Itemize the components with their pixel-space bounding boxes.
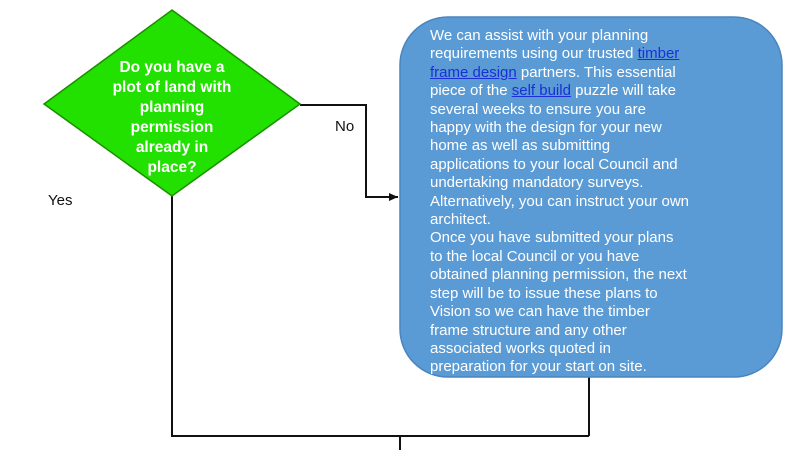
decision-question: [92, 58, 252, 178]
process-text-line: [430, 248, 780, 266]
process-text-line: [430, 45, 780, 63]
process-text-segment: partners. This essential: [516, 63, 676, 81]
process-text-line: [430, 64, 780, 82]
decision-line: permission: [130, 119, 214, 136]
yes-connector: [172, 196, 400, 450]
process-text-line: [430, 229, 780, 247]
process-text-segment: home as well as submitting: [430, 137, 611, 155]
process-text-line: [430, 358, 780, 376]
process-text-line: [430, 174, 780, 192]
process-text-segment: several weeks to ensure you are: [430, 100, 646, 118]
process-text-segment: We can assist with your planning: [430, 27, 649, 44]
inline-link[interactable]: self build: [511, 82, 571, 100]
process-text-segment: happy with the design for your new: [430, 119, 662, 137]
process-text-segment: preparation for your start on site.: [430, 358, 647, 376]
inline-link[interactable]: frame design: [430, 63, 517, 81]
process-text-segment: architect.: [430, 211, 491, 229]
process-text-line: [430, 266, 780, 284]
process-text-segment: associated works quoted in: [430, 339, 611, 357]
decision-line: planning: [139, 99, 205, 116]
process-text-line: [430, 340, 780, 358]
process-text-line: [430, 193, 780, 211]
yes-label: Yes: [48, 192, 73, 209]
process-text-line: [430, 119, 780, 137]
decision-line: Do you have a: [119, 59, 225, 76]
process-text-segment: frame structure and any other: [430, 321, 627, 339]
process-text-segment: Once you have submitted your plans: [430, 229, 674, 247]
process-text-segment: applications to your local Council and: [430, 155, 678, 173]
process-text-segment: puzzle will take: [570, 82, 676, 100]
process-text-line: [430, 137, 780, 155]
decision-line: plot of land with: [112, 79, 232, 96]
process-text-line: [430, 211, 780, 229]
process-description: [430, 27, 780, 377]
process-text-line: [430, 101, 780, 119]
process-text-segment: undertaking mandatory surveys.: [430, 174, 644, 192]
process-text-segment: step will be to issue these plans to: [430, 284, 658, 302]
process-text-segment: obtained planning permission, the next: [430, 266, 687, 284]
decision-line: place?: [147, 159, 197, 176]
decision-line: already in: [135, 139, 209, 156]
process-text-line: [430, 82, 780, 100]
process-text-segment: piece of the: [430, 82, 512, 100]
process-text-segment: Alternatively, you can instruct your own: [430, 192, 690, 210]
process-text-line: [430, 285, 780, 303]
process-text-segment: to the local Council or you have: [430, 247, 640, 265]
process-text-line: [430, 156, 780, 174]
process-text-line: [430, 27, 780, 45]
inline-link[interactable]: timber: [637, 45, 680, 63]
process-text-segment: Vision so we can have the timber: [430, 303, 650, 321]
no-label: No: [335, 118, 355, 135]
process-text-line: [430, 303, 780, 321]
process-text-line: [430, 322, 780, 340]
process-text-segment: requirements using our trusted: [430, 45, 638, 63]
